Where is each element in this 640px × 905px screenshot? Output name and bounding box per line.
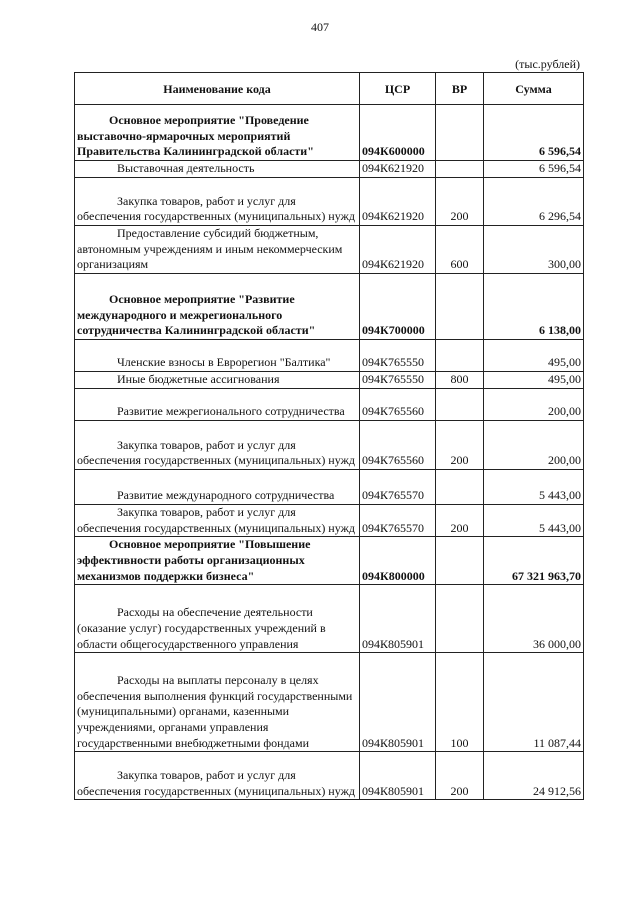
- row-name-text: Развитие межрегионального сотрудничества: [117, 404, 345, 419]
- row-csr: 094К765560: [360, 421, 436, 470]
- row-name-text: Расходы на обеспечение деятельности (оказание услуг) государственных учреждений в области общегосударственного управления: [77, 605, 326, 651]
- row-sum: 300,00: [484, 226, 584, 274]
- row-sum: 5 443,00: [484, 470, 584, 505]
- row-name: [75, 161, 360, 178]
- row-vr: [436, 537, 484, 585]
- table-row: [75, 752, 584, 800]
- row-sum: 36 000,00: [484, 585, 584, 653]
- table-row: [75, 340, 584, 372]
- row-sum: 67 321 963,70: [484, 537, 584, 585]
- row-vr: 200: [436, 421, 484, 470]
- row-sum: 495,00: [484, 372, 584, 389]
- row-csr: 094К700000: [360, 274, 436, 340]
- row-name-text: Закупка товаров, работ и услуг для обеспечения государственных (муниципальных) нужд: [77, 505, 355, 535]
- row-name-text: Закупка товаров, работ и услуг для обеспечения государственных (муниципальных) нужд: [77, 768, 355, 798]
- row-name-text: Иные бюджетные ассигнования: [117, 372, 280, 387]
- row-name-text: Выставочная деятельность: [117, 161, 255, 176]
- row-sum: 6 596,54: [484, 105, 584, 161]
- row-name: [75, 505, 360, 537]
- row-name-text: Предоставление субсидий бюджетным, автономным учреждениям и иным некоммерческим организациям: [77, 226, 343, 272]
- row-sum: 6 596,54: [484, 161, 584, 178]
- row-sum: 11 087,44: [484, 653, 584, 752]
- row-name: [75, 274, 360, 340]
- row-vr: 600: [436, 226, 484, 274]
- row-vr: [436, 585, 484, 653]
- row-sum: 24 912,56: [484, 752, 584, 800]
- header-vr: ВР: [436, 73, 484, 105]
- table-row: [75, 470, 584, 505]
- row-csr: 094К765570: [360, 505, 436, 537]
- row-csr: 094К800000: [360, 537, 436, 585]
- row-name: [75, 105, 360, 161]
- row-name-text: Закупка товаров, работ и услуг для обеспечения государственных (муниципальных) нужд: [77, 437, 355, 468]
- row-name: [75, 653, 360, 752]
- row-vr: 100: [436, 653, 484, 752]
- row-csr: 094К805901: [360, 653, 436, 752]
- table-row: [75, 161, 584, 178]
- row-vr: 200: [436, 178, 484, 226]
- row-vr: [436, 340, 484, 372]
- row-vr: [436, 105, 484, 161]
- row-csr: 094К765570: [360, 470, 436, 505]
- row-sum: 6 138,00: [484, 274, 584, 340]
- row-csr: 094К621920: [360, 161, 436, 178]
- row-name: [75, 585, 360, 653]
- row-name-text: Основное мероприятие "Развитие международного и межрегионального сотрудничества Калининградской области": [77, 292, 316, 338]
- row-csr: 094К600000: [360, 105, 436, 161]
- budget-table: [74, 72, 584, 800]
- table-header-row: [75, 73, 584, 105]
- row-vr: [436, 470, 484, 505]
- table-row: [75, 505, 584, 537]
- row-vr: [436, 389, 484, 421]
- row-name: [75, 340, 360, 372]
- row-name: [75, 470, 360, 505]
- table-row: [75, 585, 584, 653]
- table-row: [75, 372, 584, 389]
- row-name-text: Развитие международного сотрудничества: [117, 488, 335, 503]
- row-sum: 495,00: [484, 340, 584, 372]
- table-row: [75, 653, 584, 752]
- row-name: [75, 226, 360, 274]
- row-vr: 200: [436, 505, 484, 537]
- row-sum: 5 443,00: [484, 505, 584, 537]
- row-csr: 094К765560: [360, 389, 436, 421]
- row-csr: 094К621920: [360, 178, 436, 226]
- row-name: [75, 537, 360, 585]
- table-row: [75, 537, 584, 585]
- row-vr: [436, 161, 484, 178]
- row-name-text: Основное мероприятие "Проведение выставочно-ярмарочных мероприятий Правительства Калининградской области": [77, 113, 314, 159]
- row-csr: 094К621920: [360, 226, 436, 274]
- header-name: Наименование кода: [75, 73, 360, 105]
- row-name-text: Членские взносы в Еврорегион "Балтика": [117, 355, 331, 370]
- row-csr: 094К805901: [360, 752, 436, 800]
- table-row: [75, 226, 584, 274]
- units-label: (тыс.рублей): [515, 57, 580, 71]
- table-row: [75, 178, 584, 226]
- row-name: [75, 752, 360, 800]
- table-row: [75, 105, 584, 161]
- row-name: [75, 372, 360, 389]
- row-vr: [436, 274, 484, 340]
- row-sum: 200,00: [484, 389, 584, 421]
- table-row: [75, 274, 584, 340]
- page-number: 407: [311, 20, 329, 34]
- row-vr: 200: [436, 752, 484, 800]
- row-sum: 200,00: [484, 421, 584, 470]
- row-name: [75, 178, 360, 226]
- row-name-text: Основное мероприятие "Повышение эффективности работы организационных механизмов поддержки бизнеса": [77, 537, 311, 583]
- row-csr: 094К765550: [360, 340, 436, 372]
- row-csr: 094К765550: [360, 372, 436, 389]
- row-name: [75, 389, 360, 421]
- row-name-text: Закупка товаров, работ и услуг для обеспечения государственных (муниципальных) нужд: [77, 193, 355, 224]
- row-name-text: Расходы на выплаты персоналу в целях обеспечения выполнения функций государственными (муниципальными) органами, казенными учреждениями, органами управления государственными внебюджетными фондами: [77, 673, 353, 750]
- row-name: [75, 421, 360, 470]
- row-sum: 6 296,54: [484, 178, 584, 226]
- table-row: [75, 421, 584, 470]
- header-csr: ЦСР: [360, 73, 436, 105]
- header-sum: Сумма: [484, 73, 584, 105]
- row-vr: 800: [436, 372, 484, 389]
- table-row: [75, 389, 584, 421]
- row-csr: 094К805901: [360, 585, 436, 653]
